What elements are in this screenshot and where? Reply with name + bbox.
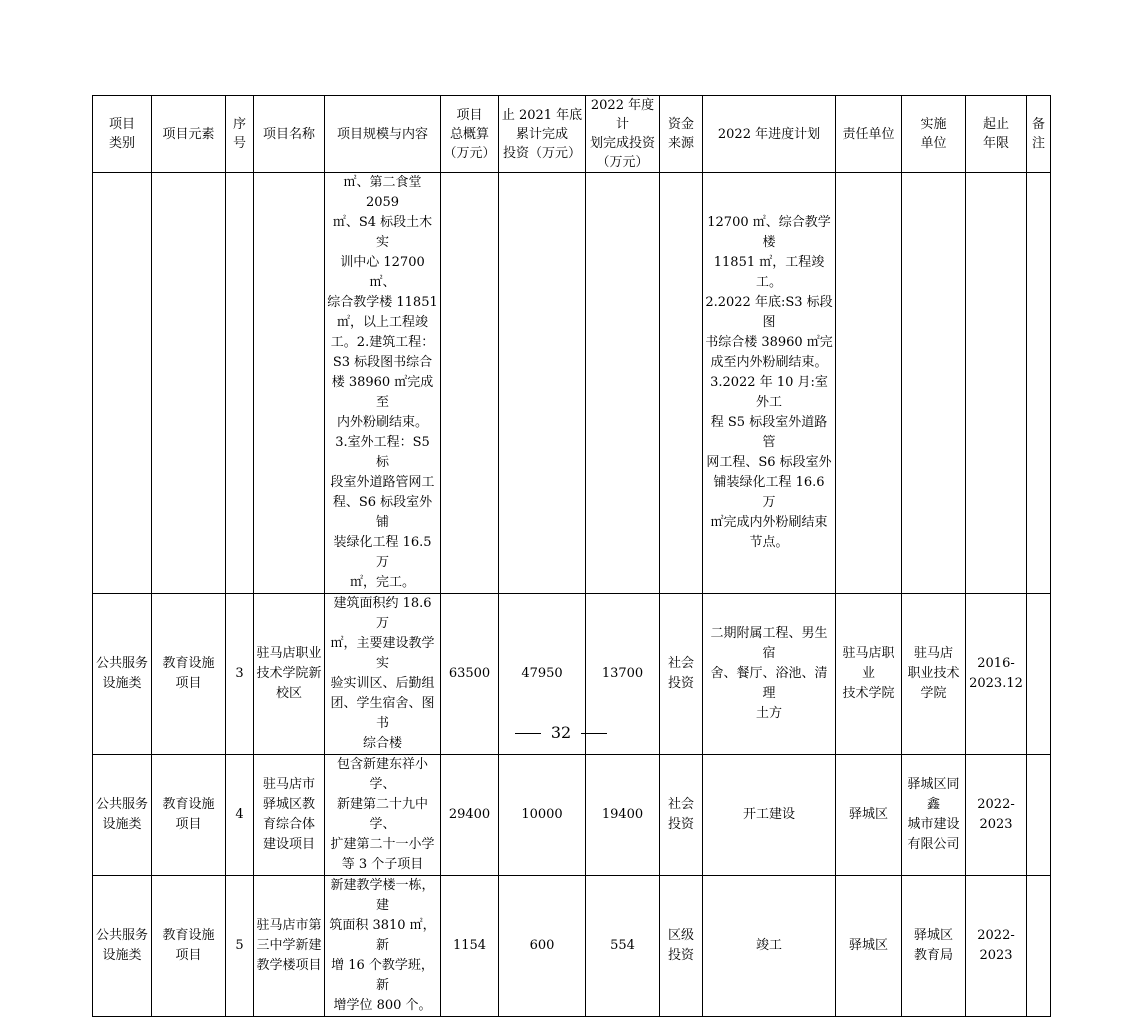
cell-scope: ㎡、第二食堂 2059 ㎡、S4 标段土木实 训中心 12700 ㎡、 综合教学楼 11851 ㎡，以上工程竣 工。2.建筑工程： S3 标段图书综合 楼 38960 ㎡完成至 内外粉刷结束。 3.室外工程：S5 标 段室外道路管网工 程、S6 标段室外铺 装绿化工程 16.5 万 ㎡，完工。 — [325, 173, 441, 594]
cell-implementer: 驻马店 职业技术 学院 — [902, 594, 966, 755]
cell-planned-2022 — [586, 173, 660, 594]
cell-plan-2022: 开工建设 — [703, 755, 836, 876]
cell-index: 3 — [226, 594, 254, 755]
footer-dash-left — [515, 733, 541, 734]
cell-budget — [441, 173, 499, 594]
header-planned-2022: 2022 年度计 划完成投资 （万元） — [586, 96, 660, 173]
cell-funding: 区级 投资 — [660, 876, 703, 1017]
cell-implementer: 驿城区 教育局 — [902, 876, 966, 1017]
header-budget: 项目 总概算 （万元） — [441, 96, 499, 173]
cell-name: 驻马店市第 三中学新建 教学楼项目 — [254, 876, 325, 1017]
cell-index — [226, 173, 254, 594]
cell-completed-2021 — [499, 173, 586, 594]
cell-element — [152, 173, 226, 594]
header-funding: 资金 来源 — [660, 96, 703, 173]
cell-name: 驻马店市 驿城区教 育综合体 建设项目 — [254, 755, 325, 876]
cell-planned-2022: 13700 — [586, 594, 660, 755]
footer-dash-right — [581, 733, 607, 734]
cell-element: 教育设施 项目 — [152, 876, 226, 1017]
cell-period: 2016- 2023.12 — [966, 594, 1027, 755]
cell-responsible — [836, 173, 902, 594]
cell-scope: 建筑面积约 18.6 万 ㎡，主要建设教学实 验实训区、后勤组 团、学生宿舍、图书 综合楼 — [325, 594, 441, 755]
cell-budget: 29400 — [441, 755, 499, 876]
cell-funding: 社会 投资 — [660, 755, 703, 876]
project-table — [92, 95, 1051, 1017]
cell-element: 教育设施 项目 — [152, 755, 226, 876]
cell-budget: 1154 — [441, 876, 499, 1017]
cell-funding: 社会 投资 — [660, 594, 703, 755]
cell-remark — [1027, 876, 1051, 1017]
cell-category: 公共服务 设施类 — [93, 755, 152, 876]
cell-scope: 新建教学楼一栋，建 筑面积 3810 ㎡，新 增 16 个教学班，新 增学位 800 个。 — [325, 876, 441, 1017]
cell-index: 4 — [226, 755, 254, 876]
cell-completed-2021: 47950 — [499, 594, 586, 755]
cell-responsible: 驿城区 — [836, 755, 902, 876]
cell-remark — [1027, 755, 1051, 876]
cell-element: 教育设施 项目 — [152, 594, 226, 755]
header-implementer: 实施 单位 — [902, 96, 966, 173]
header-completed-2021: 止 2021 年底 累计完成 投资（万元） — [499, 96, 586, 173]
cell-remark — [1027, 173, 1051, 594]
cell-category: 公共服务 设施类 — [93, 876, 152, 1017]
cell-completed-2021: 600 — [499, 876, 586, 1017]
cell-budget: 63500 — [441, 594, 499, 755]
table-row — [93, 876, 1051, 1017]
cell-implementer: 驿城区同鑫 城市建设 有限公司 — [902, 755, 966, 876]
cell-plan-2022: 12700 ㎡、综合教学楼 11851 ㎡，工程竣工。 2.2022 年底:S3 标段图 书综合楼 38960 ㎡完 成至内外粉刷结束。 3.2022 年 10 月:室外工 程 S5 标段室外道路管 网工程、S6 标段室外 铺装绿化工程 16.6 万 ㎡完成内外粉刷结束 节点。 — [703, 173, 836, 594]
cell-period — [966, 173, 1027, 594]
header-element: 项目元素 — [152, 96, 226, 173]
cell-plan-2022: 二期附属工程、男生宿 舍、餐厅、浴池、清理 土方 — [703, 594, 836, 755]
cell-scope: 包含新建东祥小学、 新建第二十九中学、 扩建第二十一小学 等 3 个子项目 — [325, 755, 441, 876]
header-plan-2022: 2022 年进度计划 — [703, 96, 836, 173]
cell-planned-2022: 554 — [586, 876, 660, 1017]
cell-index: 5 — [226, 876, 254, 1017]
header-responsible: 责任单位 — [836, 96, 902, 173]
cell-completed-2021: 10000 — [499, 755, 586, 876]
cell-plan-2022: 竣工 — [703, 876, 836, 1017]
header-period: 起止 年限 — [966, 96, 1027, 173]
page-footer — [0, 722, 1122, 744]
cell-name — [254, 173, 325, 594]
cell-planned-2022: 19400 — [586, 755, 660, 876]
header-scope: 项目规模与内容 — [325, 96, 441, 173]
cell-responsible: 驻马店职业 技术学院 — [836, 594, 902, 755]
cell-implementer — [902, 173, 966, 594]
cell-category: 公共服务 设施类 — [93, 594, 152, 755]
page-number: 32 — [550, 723, 572, 742]
cell-funding — [660, 173, 703, 594]
header-index: 序号 — [226, 96, 254, 173]
cell-name: 驻马店职业 技术学院新 校区 — [254, 594, 325, 755]
header-category: 项目 类别 — [93, 96, 152, 173]
cell-period: 2022-2023 — [966, 876, 1027, 1017]
header-remark: 备 注 — [1027, 96, 1051, 173]
table-row — [93, 755, 1051, 876]
header-name: 项目名称 — [254, 96, 325, 173]
cell-responsible: 驿城区 — [836, 876, 902, 1017]
cell-period: 2022-2023 — [966, 755, 1027, 876]
table-row — [93, 173, 1051, 594]
header-row — [93, 96, 1051, 173]
cell-category — [93, 173, 152, 594]
